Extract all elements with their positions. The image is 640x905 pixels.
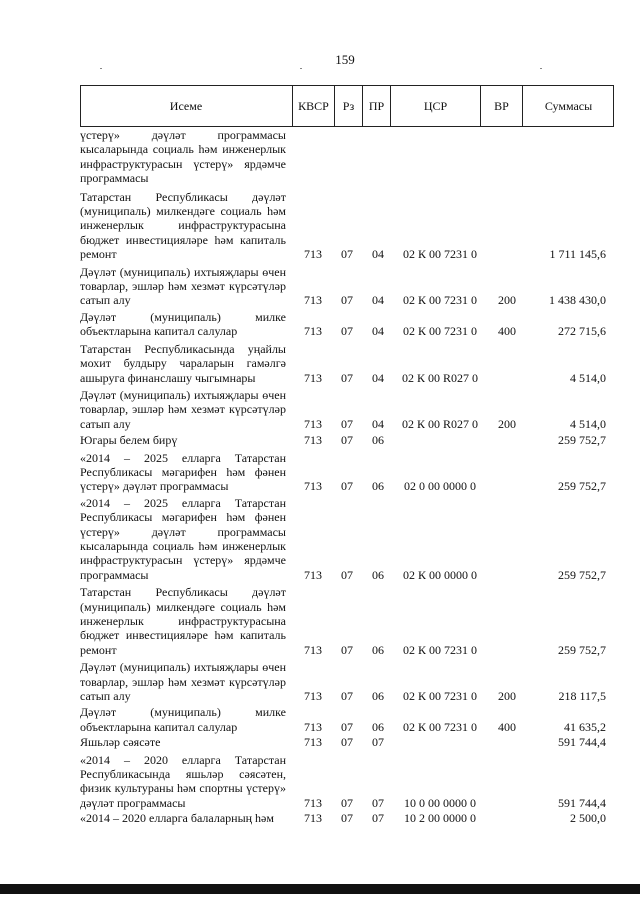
row-rz: 07 bbox=[341, 735, 353, 750]
row-sum: 4 514,0 bbox=[570, 370, 606, 385]
row-csr: 02 К 00 R027 0 bbox=[401, 416, 478, 431]
row-csr: 02 К 00 7231 0 bbox=[402, 642, 477, 657]
row-sum: 1 711 145,6 bbox=[549, 247, 606, 262]
row-kvsr: 713 bbox=[304, 811, 322, 826]
row-sum: 259 752,7 bbox=[558, 642, 606, 657]
row-csr: 10 2 00 0000 0 bbox=[404, 811, 476, 826]
table-row bbox=[80, 585, 614, 657]
table-row bbox=[80, 388, 614, 431]
row-rz: 07 bbox=[341, 795, 353, 810]
table-row bbox=[80, 433, 614, 447]
row-kvsr: 713 bbox=[304, 795, 322, 810]
scan-speck bbox=[300, 68, 302, 69]
row-name: Дәүләт (муниципаль) милке объектларына капитал салулар bbox=[80, 705, 286, 734]
row-rz: 07 bbox=[341, 416, 353, 431]
row-pr: 07 bbox=[372, 795, 384, 810]
row-name: Дәүләт (муниципаль) ихтыяҗлары өчен товарлар, эшләр һәм хезмәт күрсәтүләр сатып алу bbox=[80, 264, 286, 308]
row-sum: 1 438 430,0 bbox=[549, 293, 606, 308]
row-vr: 200 bbox=[498, 416, 516, 431]
table-row bbox=[80, 342, 614, 385]
row-sum: 259 752,7 bbox=[558, 567, 606, 582]
row-vr: 400 bbox=[498, 324, 516, 339]
table-row bbox=[80, 735, 614, 749]
row-kvsr: 713 bbox=[304, 567, 322, 582]
row-sum: 41 635,2 bbox=[564, 719, 606, 734]
row-pr: 07 bbox=[372, 735, 384, 750]
row-name: Татарстан Республикасы дәүләт (муниципаль) милкендәге социаль һәм инженерлык инфраструктурасына бюджет инвестицияләре һәм капиталь ремонт bbox=[80, 585, 286, 657]
header-vr: ВР bbox=[480, 85, 522, 127]
row-sum: 591 744,4 bbox=[558, 795, 606, 810]
row-pr: 04 bbox=[372, 416, 384, 431]
row-rz: 07 bbox=[341, 567, 353, 582]
row-csr: 02 К 00 7231 0 bbox=[402, 247, 477, 262]
row-csr: 02 К 00 7231 0 bbox=[402, 719, 477, 734]
row-vr: 200 bbox=[498, 293, 516, 308]
row-pr: 06 bbox=[372, 433, 384, 448]
row-sum: 2 500,0 bbox=[570, 811, 606, 826]
row-pr: 04 bbox=[372, 324, 384, 339]
row-kvsr: 713 bbox=[304, 416, 322, 431]
row-sum: 272 715,6 bbox=[558, 324, 606, 339]
row-csr: 10 0 00 0000 0 bbox=[404, 795, 476, 810]
row-kvsr: 713 bbox=[304, 735, 322, 750]
row-kvsr: 713 bbox=[304, 642, 322, 657]
table-row bbox=[80, 128, 614, 186]
table-row bbox=[80, 451, 614, 494]
scan-speck bbox=[100, 68, 102, 69]
row-vr: 400 bbox=[498, 719, 516, 734]
row-rz: 07 bbox=[341, 689, 353, 704]
row-pr: 06 bbox=[372, 719, 384, 734]
table-row bbox=[80, 496, 614, 582]
row-kvsr: 713 bbox=[304, 293, 322, 308]
table-row bbox=[80, 190, 614, 262]
row-name: Татарстан Республикасында уңайлы мохит булдыру чараларын гамәлгә ашыруга финанслашу чыгымнары bbox=[80, 341, 286, 385]
row-kvsr: 713 bbox=[304, 719, 322, 734]
row-csr: 02 0 00 0000 0 bbox=[404, 479, 476, 494]
table-row bbox=[80, 811, 614, 825]
row-pr: 07 bbox=[372, 811, 384, 826]
row-name: «2014 – 2020 елларга Татарстан Республикасында яшьләр сәясәтен, физик культураны һәм спортны үстерү» дәүләт программасы bbox=[80, 752, 286, 810]
row-name: Яшьләр сәясәте bbox=[80, 735, 161, 750]
header-kvsr: КВСР bbox=[292, 85, 334, 127]
row-rz: 07 bbox=[341, 719, 353, 734]
row-sum: 4 514,0 bbox=[570, 416, 606, 431]
row-rz: 07 bbox=[341, 324, 353, 339]
row-sum: 259 752,7 bbox=[558, 433, 606, 448]
row-pr: 06 bbox=[372, 479, 384, 494]
page-number: 159 bbox=[335, 52, 355, 67]
row-rz: 07 bbox=[341, 433, 353, 448]
row-name: Дәүләт (муниципаль) ихтыяҗлары өчен товарлар, эшләр һәм хезмәт күрсәтүләр сатып алу bbox=[80, 660, 286, 704]
row-pr: 06 bbox=[372, 689, 384, 704]
table-row bbox=[80, 753, 614, 811]
row-sum: 591 744,4 bbox=[558, 735, 606, 750]
row-csr: 02 К 00 7231 0 bbox=[402, 293, 477, 308]
row-sum: 218 117,5 bbox=[558, 689, 606, 704]
table-row bbox=[80, 265, 614, 308]
row-kvsr: 713 bbox=[304, 433, 322, 448]
row-name: үстерү» дәүләт программасы кысаларында социаль һәм инженерлык инфраструктурасын үстерү» ярдәмче программасы bbox=[80, 128, 286, 186]
row-csr: 02 К 00 R027 0 bbox=[401, 370, 478, 385]
budget-table-body bbox=[80, 128, 614, 826]
row-sum: 259 752,7 bbox=[558, 479, 606, 494]
row-rz: 07 bbox=[341, 293, 353, 308]
table-row bbox=[80, 310, 614, 339]
table-row bbox=[80, 705, 614, 734]
row-csr: 02 К 00 0000 0 bbox=[402, 567, 477, 582]
header-csr: ЦСР bbox=[390, 85, 480, 127]
row-rz: 07 bbox=[341, 370, 353, 385]
row-vr: 200 bbox=[498, 689, 516, 704]
scan-edge-bar bbox=[0, 884, 640, 894]
row-kvsr: 713 bbox=[304, 370, 322, 385]
row-kvsr: 713 bbox=[304, 247, 322, 262]
table-row bbox=[80, 660, 614, 703]
row-name: «2014 – 2025 елларга Татарстан Республикасы мәгарифен һәм фәнен үстерү» дәүләт программасы кысаларында социаль һәм инженерлык инфраструктурасын үстерү» ярдәмче программасы bbox=[80, 495, 286, 582]
row-pr: 04 bbox=[372, 370, 384, 385]
row-pr: 06 bbox=[372, 642, 384, 657]
row-name: Татарстан Республикасы дәүләт (муниципаль) милкендәге социаль һәм инженерлык инфраструктурасына бюджет инвестицияләре һәм капиталь ремонт bbox=[80, 189, 286, 262]
row-csr: 02 К 00 7231 0 bbox=[402, 324, 477, 339]
row-rz: 07 bbox=[341, 811, 353, 826]
row-name: «2014 – 2020 елларга балаларның һәм bbox=[80, 811, 274, 826]
row-kvsr: 713 bbox=[304, 689, 322, 704]
row-rz: 07 bbox=[341, 479, 353, 494]
row-rz: 07 bbox=[341, 247, 353, 262]
row-rz: 07 bbox=[341, 642, 353, 657]
row-name: Югары белем бирү bbox=[80, 433, 178, 448]
row-name: Дәүләт (муниципаль) милке объектларына капитал салулар bbox=[80, 309, 286, 339]
row-pr: 04 bbox=[372, 293, 384, 308]
row-kvsr: 713 bbox=[304, 479, 322, 494]
row-pr: 04 bbox=[372, 247, 384, 262]
row-pr: 06 bbox=[372, 567, 384, 582]
header-name: Исеме bbox=[169, 98, 203, 113]
row-name: Дәүләт (муниципаль) ихтыяҗлары өчен товарлар, эшләр һәм хезмәт күрсәтүләр сатып алу bbox=[80, 387, 286, 431]
row-csr: 02 К 00 7231 0 bbox=[402, 689, 477, 704]
scan-speck bbox=[540, 68, 542, 69]
header-sum: Суммасы bbox=[522, 85, 614, 127]
header-rz: Рз bbox=[334, 85, 362, 127]
row-name: «2014 – 2025 елларга Татарстан Республикасы мәгарифен һәм фәнен үстерү» дәүләт программасы bbox=[80, 450, 286, 494]
header-pr: ПР bbox=[362, 85, 390, 127]
row-kvsr: 713 bbox=[304, 324, 322, 339]
